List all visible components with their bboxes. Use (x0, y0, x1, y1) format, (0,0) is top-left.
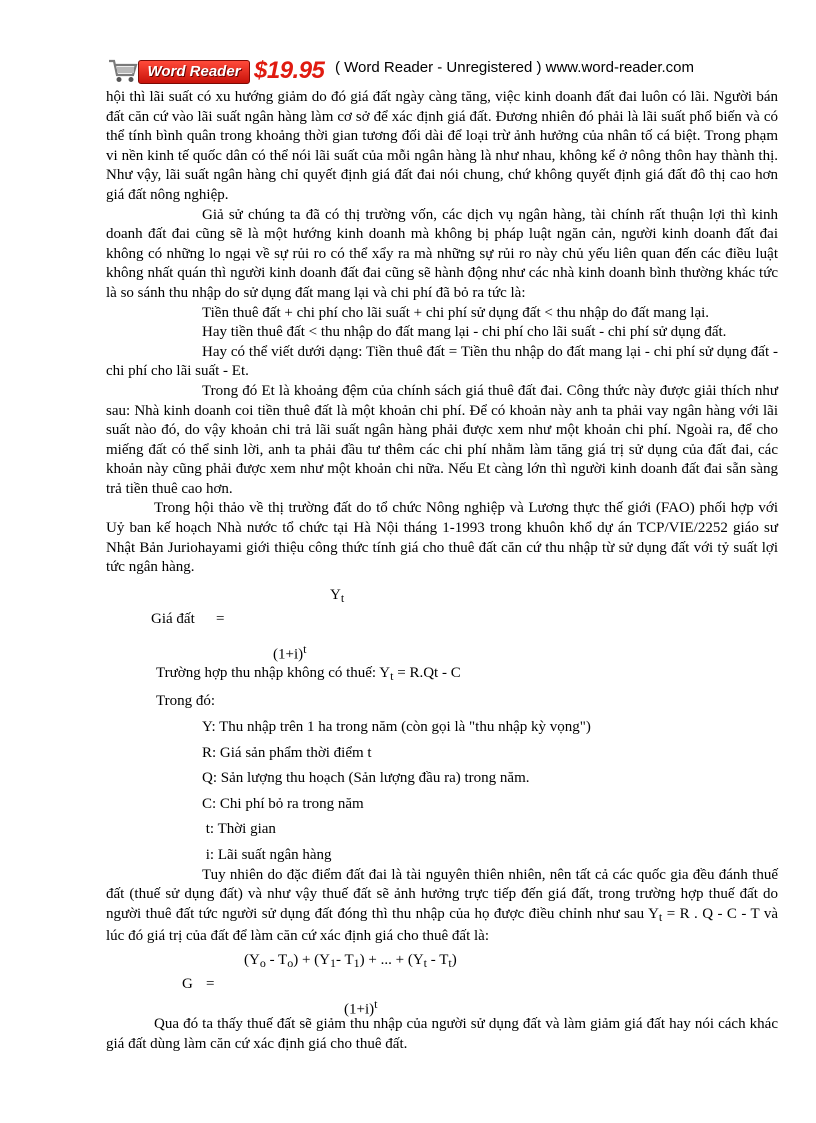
paragraph-conclusion: Qua đó ta thấy thuế đất sẽ giảm thu nhập của người sử dụng đất và làm giảm giá đất hay nói cách khác giá đất dùng làm căn cứ xác định giá cho thuê đất. (106, 1015, 778, 1052)
legend-item: Y: Thu nhập trên 1 ha trong năm (còn gọi là "thu nhập kỳ vọng") (202, 719, 591, 736)
formula2-denominator: $(1+i)^t$ (344, 996, 378, 1018)
formula-denominator: $(1+i)^t$ (273, 641, 307, 663)
formula2-label: G (182, 975, 193, 992)
formula-label: Giá đất (151, 610, 195, 627)
formula-equals: = (216, 610, 225, 627)
formula2-numerator: $(Y_o - T_o) + (Y_1-$ $T_1$) + ... + $(Y_t - T_t)$ (244, 951, 457, 970)
paragraph-fao-workshop: Trong hội thảo về thị trường đất do tổ chức Nông nghiệp và Lương thực thế giới (FAO) phối hợp với Uỷ ban kế hoạch Nhà nước tổ chức tại Hà Nội tháng 1-1993 trong khuôn khổ dự án TCP/VIE/2252 giáo sư Nhật Bản Juriohayami giới thiệu công thức tính giá cho thuê đất căn cứ thu nhập từ sử dụng đất với tỷ suất lợi tức ngân hàng. (106, 500, 778, 576)
price-label: $19.95 (254, 57, 325, 84)
unregistered-notice[interactable]: ( Word Reader - Unregistered ) www.word-reader.com (335, 59, 695, 76)
legend-item: t: Thời gian (202, 821, 276, 838)
shopping-cart-icon (108, 58, 138, 84)
no-tax-income-formula: Trường hợp thu nhập không có thuế: $Y_t = R.Qt - C$ (156, 664, 461, 683)
legend-item: R: Giá sản phẩm thời điểm t (202, 744, 372, 761)
paragraph-rent-equation: Hay có thể viết dưới dạng: Tiền thuê đất = Tiền thu nhập do đất mang lại - chi phí sử dụng đất - chi phí cho lãi suất - Et. (106, 343, 778, 380)
legend-item: C: Chi phí bỏ ra trong năm (202, 795, 364, 812)
legend-item: Q: Sản lượng thu hoạch (Sản lượng đầu ra) trong năm. (202, 770, 530, 787)
paragraph-capital-market: Giả sử chúng ta đã có thị trường vốn, các dịch vụ ngân hàng, tài chính rất thuận lợi thì kinh doanh đất đai cũng sẽ là một hướng kinh doanh mà không bị pháp luật ngăn cản, người kinh doanh đất đai không có những lo ngại về sự rủi ro có thể xẩy ra mà những sự rủi ro này chủ yếu liên quan đến các điều luật không nhất quán thì người kinh doanh đất đai cũng sẽ hành động như các nhà kinh doanh bình thường khác tức là so sánh thu nhập do sử dụng đất mang lại và chi phí đã bỏ ra tức là: (106, 206, 778, 301)
legend-item: i: Lãi suất ngân hàng (202, 847, 332, 863)
paragraph-rent-less-than: Hay tiền thuê đất < thu nhập do đất mang lại - chi phí cho lãi suất - chi phí sử dụng đất. (202, 324, 727, 341)
document-body (106, 88, 778, 1054)
paragraph-rent-inequality: Tiền thuê đất + chi phí cho lãi suất + chi phí sử dụng đất < thu nhập do đất mang lại. (202, 304, 710, 321)
formula-numerator: $Y_t$ (330, 586, 345, 605)
paragraph-et-explanation: Trong đó Et là khoảng đệm của chính sách giá thuê đất đai. Công thức này được giải thích như sau: Nhà kinh doanh coi tiền thuê đất là một khoản chi phí. Để có khoản này anh ta phải vay ngân hàng với lãi suất nào đó, do vậy khoản chi trả lãi suất ngân hàng phải được xem như một khoản chi phí. Ngoài ra, để cho miếng đất có thể sinh lời, anh ta phải đầu tư thêm các chi phí nhằm làm tăng giá trị sử dụng của đất đai, các khoản này cũng phải được xem như một khoản chi nữa. Nếu Et càng lớn thì người kinh doanh đất đai sẵn sàng trả tiền thuê cao hơn. (106, 382, 778, 497)
paragraph-land-tax: Tuy nhiên do đặc điểm đất đai là tài nguyên thiên nhiên, nên tất cả các quốc gia đều đánh thuế đất (thuế sử dụng đất) và như vậy thuế đất sẽ ảnh hưởng trực tiếp đến giá đất, trong trường hợp thuế đất do người thuê đất tức người sử dụng đất đóng thì thu nhập của họ được điều chỉnh như sau $Y_t = R$ . Q - C - T và lúc đó giá trị của đất để làm căn cứ xác định giá cho thuê đất là: (106, 866, 779, 945)
formula2-equals: = (206, 975, 215, 992)
legend-title: Trong đó: (156, 693, 216, 710)
paragraph-interest-rate: hội thì lãi suất có xu hướng giảm do đó giá đất ngày càng tăng, việc kinh doanh đất đai luôn có lãi. Người bán đất căn cứ vào lãi suất ngân hàng làm cơ sở để xác định giá đất. Đương nhiên đó phải là lãi suất phổ biến và có thể tính bình quân trong khoảng thời gian tương đối dài để loại trừ ảnh hưởng của nhân tố cá biệt. Trong phạm vi nền kinh tế quốc dân có thể nói lãi suất của mỗi ngân hàng là như nhau, không kể ở nông thôn hay thành thị. Như vậy, lãi suất ngân hàng chỉ quyết định giá đất đai nói chung, chứ không quyết định giá đất đô thị cao hơn giá đất nông nghiệp. (106, 89, 778, 203)
word-reader-logo: Word Reader (138, 60, 250, 84)
taxed-land-price-formula (106, 947, 778, 1018)
word-reader-banner (108, 56, 748, 86)
land-price-formula (106, 578, 778, 664)
